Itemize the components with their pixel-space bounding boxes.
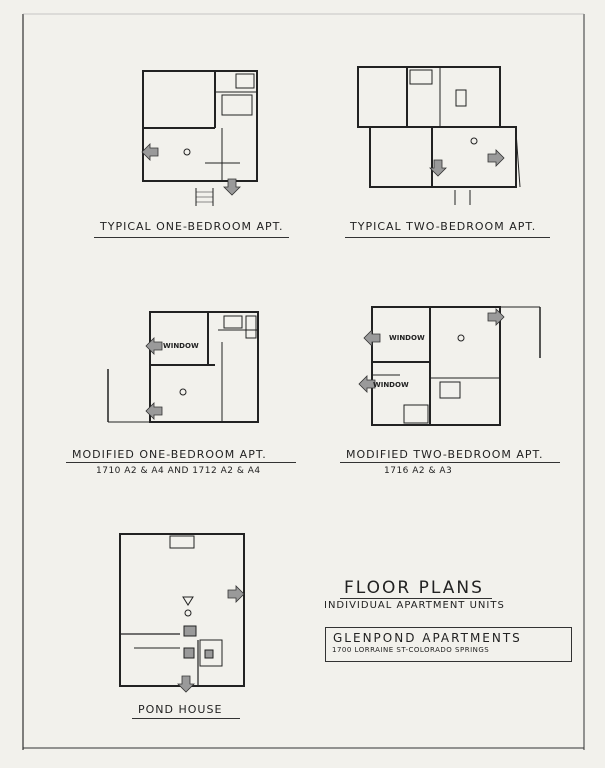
typical-two-bedroom-caption: TYPICAL TWO-BEDROOM APT. [350, 220, 537, 233]
sheet-subtitle: INDIVIDUAL APARTMENT UNITS [324, 600, 505, 611]
modified-one-bedroom-caption: MODIFIED ONE-BEDROOM APT. [72, 448, 267, 461]
sheet-title: FLOOR PLANS [344, 578, 484, 598]
modified-two-bedroom-plan [372, 307, 540, 425]
modified-two-bedroom-units: 1716 A2 & A3 [384, 466, 453, 476]
typical-one-bedroom-caption: TYPICAL ONE-BEDROOM APT. [100, 220, 284, 233]
window-label-1: WINDOW [389, 334, 425, 342]
caption-underline [94, 237, 289, 238]
project-name: GLENPOND APARTMENTS [333, 631, 522, 645]
window-label-2: WINDOW [373, 381, 409, 389]
pond-house-caption: POND HOUSE [138, 703, 223, 716]
modified-two-bedroom-caption: MODIFIED TWO-BEDROOM APT. [346, 448, 544, 461]
modified-one-bedroom-plan [108, 312, 258, 422]
caption-underline [132, 718, 240, 719]
pond-house-plan [120, 534, 244, 686]
caption-underline [345, 237, 550, 238]
caption-underline [340, 462, 560, 463]
caption-underline [66, 462, 296, 463]
title-underline [340, 598, 492, 599]
window-label: WINDOW [163, 342, 199, 350]
project-address: 1700 LORRAINE ST-COLORADO SPRINGS [332, 646, 490, 654]
modified-one-bedroom-units: 1710 A2 & A4 AND 1712 A2 & A4 [96, 466, 261, 476]
typical-two-bedroom-plan [358, 67, 520, 205]
typical-one-bedroom-plan [143, 71, 257, 206]
